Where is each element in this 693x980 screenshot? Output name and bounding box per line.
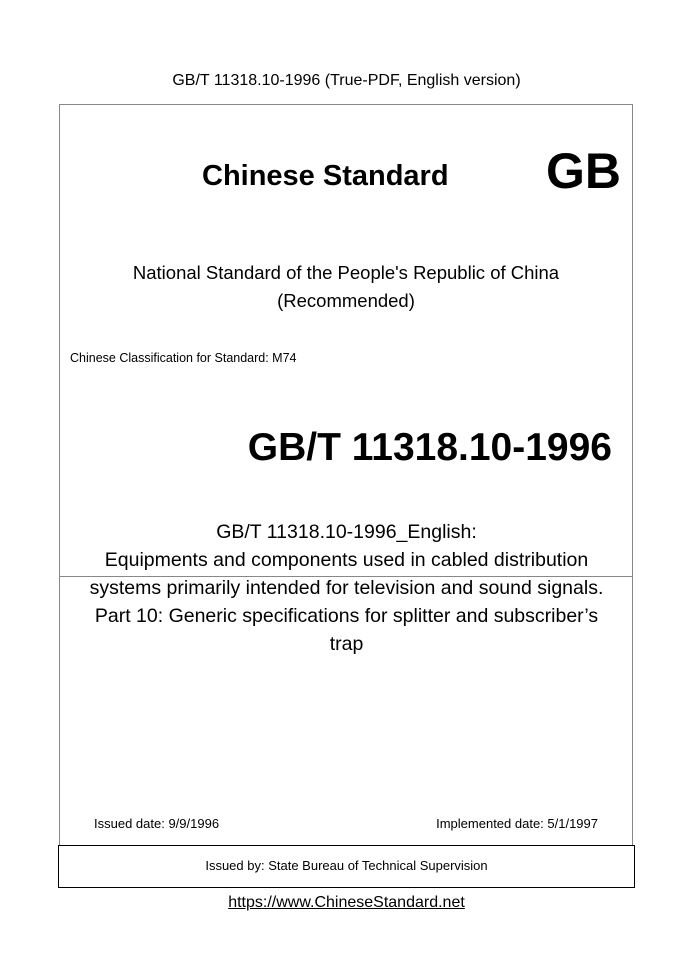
document-title-line: Equipments and components used in cabled distribution: [104, 549, 589, 571]
national-standard-line: National Standard of the People's Republic of China: [132, 262, 560, 283]
recommended-label: (Recommended): [277, 290, 415, 311]
document-title-line: Part 10: Generic specifications for splitter and subscriber’s: [94, 605, 599, 627]
cover-frame: [59, 104, 633, 886]
brand-title: Chinese Standard: [202, 160, 449, 192]
document-title-line: trap: [329, 633, 364, 655]
cover-top-section: [60, 105, 632, 577]
standard-number: GB/T 11318.10-1996: [247, 426, 612, 469]
page-header: GB/T 11318.10-1996 (True-PDF, English version): [172, 72, 521, 89]
implemented-date: Implemented date: 5/1/1997: [436, 816, 598, 831]
footer: [0, 893, 693, 913]
issuer-box: Issued by: State Bureau of Technical Supervision: [58, 845, 635, 888]
document-title: [0, 518, 693, 658]
classification-label: Chinese Classification for Standard: M74: [70, 351, 297, 365]
issued-date: Issued date: 9/9/1996: [94, 816, 220, 831]
document-title-line: systems primarily intended for television and sound signals.: [89, 577, 604, 599]
brand-code: GB: [546, 143, 621, 199]
document-title-line: GB/T 11318.10-1996_English:: [216, 521, 477, 543]
website-link[interactable]: https://www.ChineseStandard.net: [228, 894, 465, 911]
